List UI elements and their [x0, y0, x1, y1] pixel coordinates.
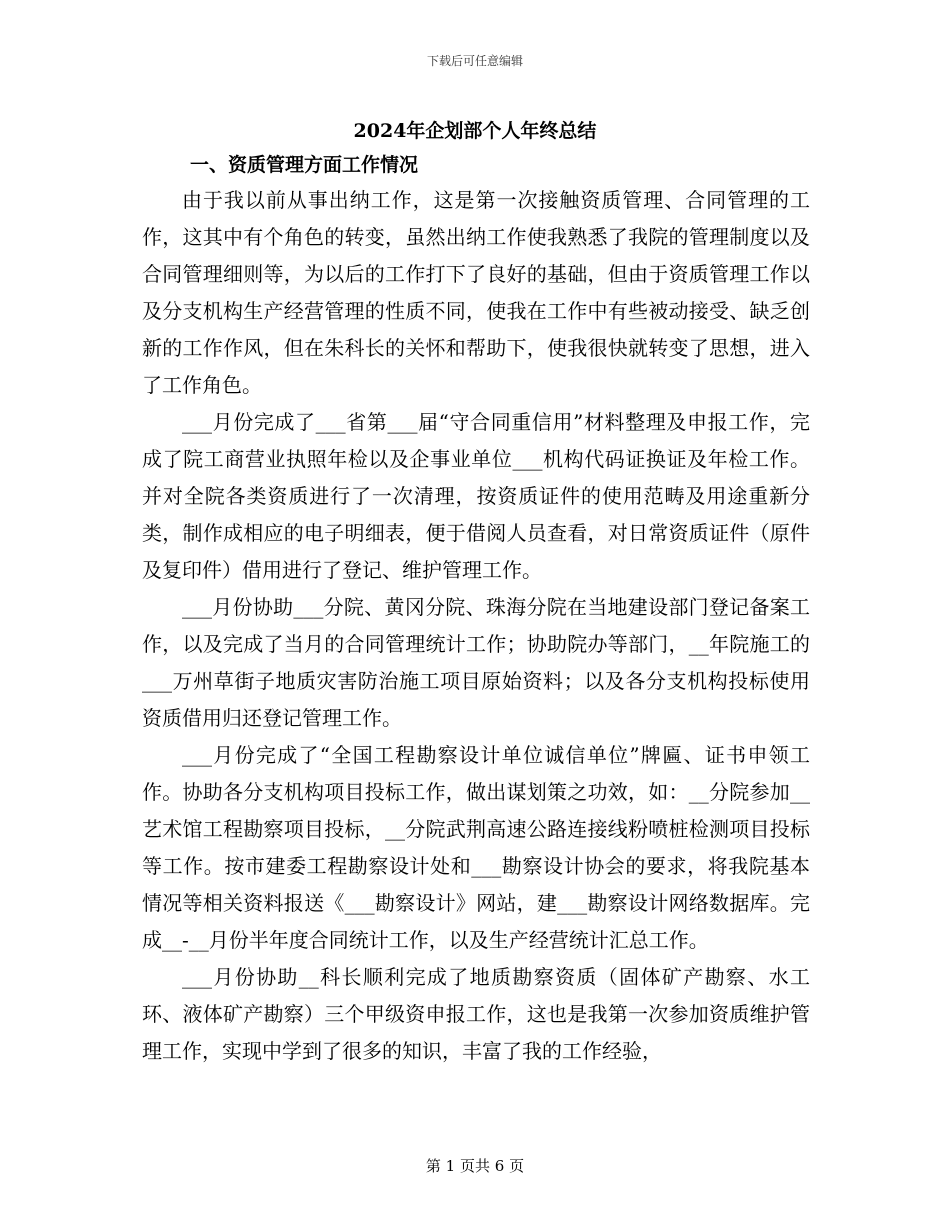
paragraph: ___月份完成了___省第___届“守合同重信用”材料整理及申报工作，完成了院工商营业执照年检以及企事业单位___机构代码证换证及年检工作。并对全院各类资质进行了一次清理，按资质证件的使用范畴及用途重新分类，制作成相应的电子明细表，便于借阅人员查看，对日常资质证件（原件及复印件）借用进行了登记、维护管理工作。 — [142, 410, 810, 582]
section-heading: 一、资质管理方面工作情况 — [190, 154, 419, 176]
page-number-footer: 第 1 页共 6 页 — [425, 1157, 525, 1175]
paragraph: ___月份完成了“全国工程勘察设计单位诚信单位”牌匾、证书申领工作。协助各分支机构项目投标工作，做出谋划策之功效，如：__分院参加__艺术馆工程勘察项目投标，__分院武荆高速公路连接线粉喷桩检测项目投标等工作。按市建委工程勘察设计处和___勘察设计协会的要求，将我院基本情况等相关资料报送《___勘察设计》网站，建___勘察设计网络数据库。完成__-__月份半年度合同统计工作，以及生产经营统计汇总工作。 — [142, 743, 810, 952]
paragraph: ___月份协助___分院、黄冈分院、珠海分院在当地建设部门登记备案工作，以及完成了当月的合同管理统计工作；协助院办等部门，__年院施工的___万州草街子地质灾害防治施工项目原始资料；以及各分支机构投标使用资质借用归还登记管理工作。 — [142, 595, 810, 730]
header-note: 下载后可任意编辑 — [426, 54, 523, 68]
paragraph: 由于我以前从事出纳工作，这是第一次接触资质管理、合同管理的工作，这其中有个角色的转变，虽然出纳工作使我熟悉了我院的管理制度以及合同管理细则等，为以后的工作打下了良好的基础，但由于资质管理工作以及分支机构生产经营管理的性质不同，使我在工作中有些被动接受、缺乏创新的工作作风，但在朱科长的关怀和帮助下，使我很快就转变了思想，进入了工作角色。 — [142, 188, 810, 397]
document-body — [142, 182, 810, 1070]
document-title: 2024年企划部个人年终总结 — [353, 120, 597, 142]
paragraph: ___月份协助__科长顺利完成了地质勘察资质（固体矿产勘察、水工环、液体矿产勘察）三个甲级资申报工作，这也是我第一次参加资质维护管理工作，实现中学到了很多的知识，丰富了我的工作经验， — [142, 965, 810, 1063]
